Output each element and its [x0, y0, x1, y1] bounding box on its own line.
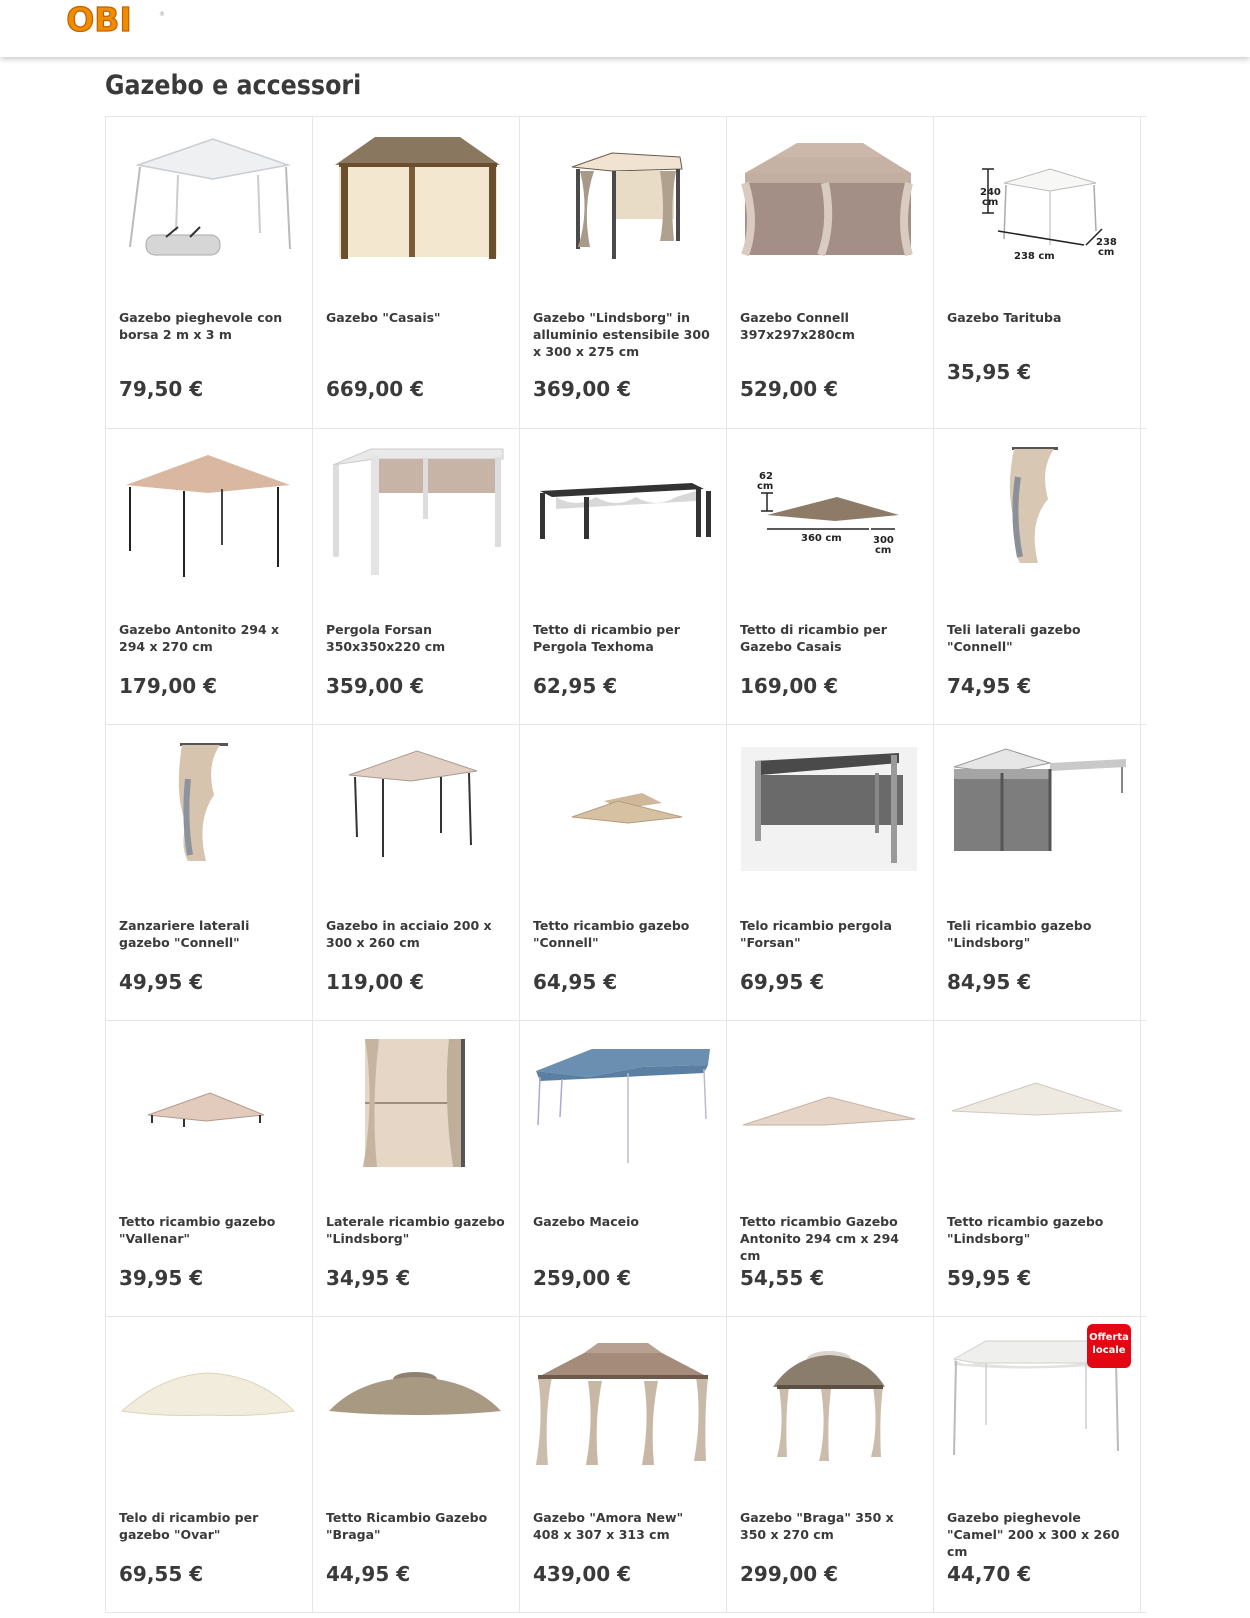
product-price: 69,95 € — [740, 970, 825, 994]
product-price: 79,50 € — [119, 377, 204, 401]
product-price: 49,95 € — [119, 970, 204, 994]
product-card[interactable] — [934, 117, 1141, 428]
product-price: 39,95 € — [119, 1266, 204, 1290]
forsan-cover-image — [739, 733, 921, 883]
product-name[interactable]: Tetto Ricambio Gazebo "Braga" — [326, 1510, 488, 1542]
product-card[interactable] — [520, 429, 727, 724]
connell-side-panels-image — [946, 437, 1128, 587]
product-card[interactable] — [106, 1317, 313, 1612]
product-card[interactable] — [934, 1021, 1141, 1316]
product-name[interactable]: Telo di ricambio per gazebo "Ovar" — [119, 1510, 259, 1542]
product-price: 35,95 € — [947, 360, 1032, 384]
product-card[interactable] — [520, 725, 727, 1020]
product-card[interactable] — [934, 429, 1141, 724]
product-name[interactable]: Tetto ricambio gazebo "Lindsborg" — [947, 1214, 1104, 1246]
obi-logo[interactable] — [35, 0, 165, 39]
product-card[interactable] — [106, 429, 313, 724]
product-price: 169,00 € — [740, 674, 839, 698]
product-name[interactable]: Laterale ricambio gazebo "Lindsborg" — [326, 1214, 505, 1246]
folding-gazebo-with-bag-image — [118, 127, 300, 277]
dimension-label: cm — [982, 197, 999, 208]
lindsborg-roof-image — [946, 1029, 1128, 1179]
product-price: 44,70 € — [947, 1562, 1032, 1586]
product-row — [106, 725, 1146, 1021]
product-name[interactable]: Gazebo Tarituba — [947, 310, 1062, 325]
product-name[interactable]: Gazebo "Casais" — [326, 310, 441, 325]
offer-badge: Offerta locale — [1087, 1324, 1131, 1368]
product-name[interactable]: Gazebo Antonito 294 x 294 x 270 cm — [119, 622, 280, 654]
ovar-cover-image — [118, 1325, 300, 1475]
svg-text:®: ® — [159, 11, 165, 18]
product-price: 439,00 € — [533, 1562, 632, 1586]
pergola-texhoma-roof-image — [532, 437, 714, 587]
steel-gazebo-image — [325, 733, 507, 883]
product-price: 299,00 € — [740, 1562, 839, 1586]
product-price: 34,95 € — [326, 1266, 411, 1290]
product-name[interactable]: Tetto di ricambio per Pergola Texhoma — [533, 622, 680, 654]
product-row — [106, 117, 1146, 429]
product-price: 44,95 € — [326, 1562, 411, 1586]
product-card[interactable] — [520, 1317, 727, 1612]
dimension-label: 238 cm — [1014, 251, 1055, 262]
gazebo-tarituba-image — [946, 127, 1128, 277]
connell-mosquito-nets-image — [118, 733, 300, 883]
product-grid — [105, 116, 1146, 1613]
product-name[interactable]: Teli ricambio gazebo "Lindsborg" — [947, 918, 1092, 950]
product-card[interactable] — [727, 1317, 934, 1612]
product-price: 179,00 € — [119, 674, 218, 698]
pergola-forsan-image — [325, 437, 507, 587]
product-card[interactable] — [313, 1317, 520, 1612]
product-row — [106, 429, 1146, 725]
product-card[interactable] — [106, 1021, 313, 1316]
product-card[interactable] — [727, 429, 934, 724]
product-card[interactable] — [727, 1021, 934, 1316]
product-card[interactable] — [520, 1021, 727, 1316]
product-price: 669,00 € — [326, 377, 425, 401]
page-title: Gazebo e accessori — [105, 70, 362, 101]
product-price: 259,00 € — [533, 1266, 632, 1290]
product-price: 64,95 € — [533, 970, 618, 994]
casais-roof-image — [739, 437, 921, 587]
dimension-label: 62 — [759, 471, 773, 482]
gazebo-antonito-image — [118, 437, 300, 587]
antonito-roof-image — [739, 1029, 921, 1179]
product-name[interactable]: Gazebo "Lindsborg" in alluminio estensibile 300 x 300 x 275 cm — [533, 310, 710, 359]
gazebo-lindsborg-image — [532, 127, 714, 277]
lindsborg-panels-image — [946, 733, 1128, 883]
product-card[interactable] — [934, 1317, 1141, 1612]
dimension-label: cm — [1098, 247, 1115, 258]
product-name[interactable]: Tetto ricambio Gazebo Antonito 294 cm x 294 cm — [740, 1214, 899, 1263]
product-name[interactable]: Gazebo in acciaio 200 x 300 x 260 cm — [326, 918, 492, 950]
product-name[interactable]: Zanzariere laterali gazebo "Connell" — [119, 918, 250, 950]
product-name[interactable]: Gazebo Connell 397x297x280cm — [740, 310, 855, 342]
product-card[interactable] — [106, 725, 313, 1020]
product-card[interactable] — [313, 1021, 520, 1316]
product-row — [106, 1021, 1146, 1317]
dimension-label: 300 — [873, 535, 894, 546]
product-name[interactable]: Tetto di ricambio per Gazebo Casais — [740, 622, 887, 654]
gazebo-braga-image — [739, 1325, 921, 1475]
dimension-label: 238 — [1096, 237, 1117, 248]
product-name[interactable]: Gazebo Maceio — [533, 1214, 639, 1229]
product-price: 529,00 € — [740, 377, 839, 401]
product-name[interactable]: Tetto ricambio gazebo "Vallenar" — [119, 1214, 276, 1246]
product-name[interactable]: Teli laterali gazebo "Connell" — [947, 622, 1081, 654]
product-card[interactable] — [106, 117, 313, 428]
product-card[interactable] — [727, 117, 934, 428]
product-card[interactable] — [934, 725, 1141, 1020]
product-card[interactable] — [313, 117, 520, 428]
product-name[interactable]: Gazebo "Braga" 350 x 350 x 270 cm — [740, 1510, 894, 1542]
obi-logo-text: OBI — [66, 0, 132, 39]
product-price: 74,95 € — [947, 674, 1032, 698]
site-header — [0, 0, 1250, 57]
product-name[interactable]: Gazebo pieghevole "Camel" 200 x 300 x 260 cm — [947, 1510, 1120, 1559]
gazebo-casais-image — [325, 127, 507, 277]
vallenar-roof-image — [118, 1029, 300, 1179]
product-price: 369,00 € — [533, 377, 632, 401]
dimension-label: cm — [875, 545, 892, 556]
product-price: 62,95 € — [533, 674, 618, 698]
braga-roof-image — [325, 1325, 507, 1475]
product-card[interactable] — [727, 725, 934, 1020]
gazebo-maceio-image — [532, 1029, 714, 1179]
product-card[interactable] — [520, 117, 727, 428]
dimension-label: cm — [757, 481, 774, 492]
dimension-label: 360 cm — [801, 533, 842, 544]
product-price: 84,95 € — [947, 970, 1032, 994]
product-price: 119,00 € — [326, 970, 425, 994]
product-price: 69,55 € — [119, 1562, 204, 1586]
product-card[interactable] — [313, 725, 520, 1020]
dimension-label: 240 — [980, 187, 1001, 198]
product-row — [106, 1317, 1146, 1613]
connell-roof-image — [532, 733, 714, 883]
product-name[interactable]: Telo ricambio pergola "Forsan" — [740, 918, 892, 950]
product-price: 359,00 € — [326, 674, 425, 698]
lindsborg-side-image — [325, 1029, 507, 1179]
product-card[interactable] — [313, 429, 520, 724]
product-name[interactable]: Tetto ricambio gazebo "Connell" — [533, 918, 690, 950]
gazebo-amora-new-image — [532, 1325, 714, 1475]
gazebo-connell-image — [739, 127, 921, 277]
product-name[interactable]: Gazebo "Amora New" 408 x 307 x 313 cm — [533, 1510, 684, 1542]
product-name[interactable]: Gazebo pieghevole con borsa 2 m x 3 m — [119, 310, 283, 342]
product-name[interactable]: Pergola Forsan 350x350x220 cm — [326, 622, 446, 654]
product-price: 54,55 € — [740, 1266, 825, 1290]
product-price: 59,95 € — [947, 1266, 1032, 1290]
